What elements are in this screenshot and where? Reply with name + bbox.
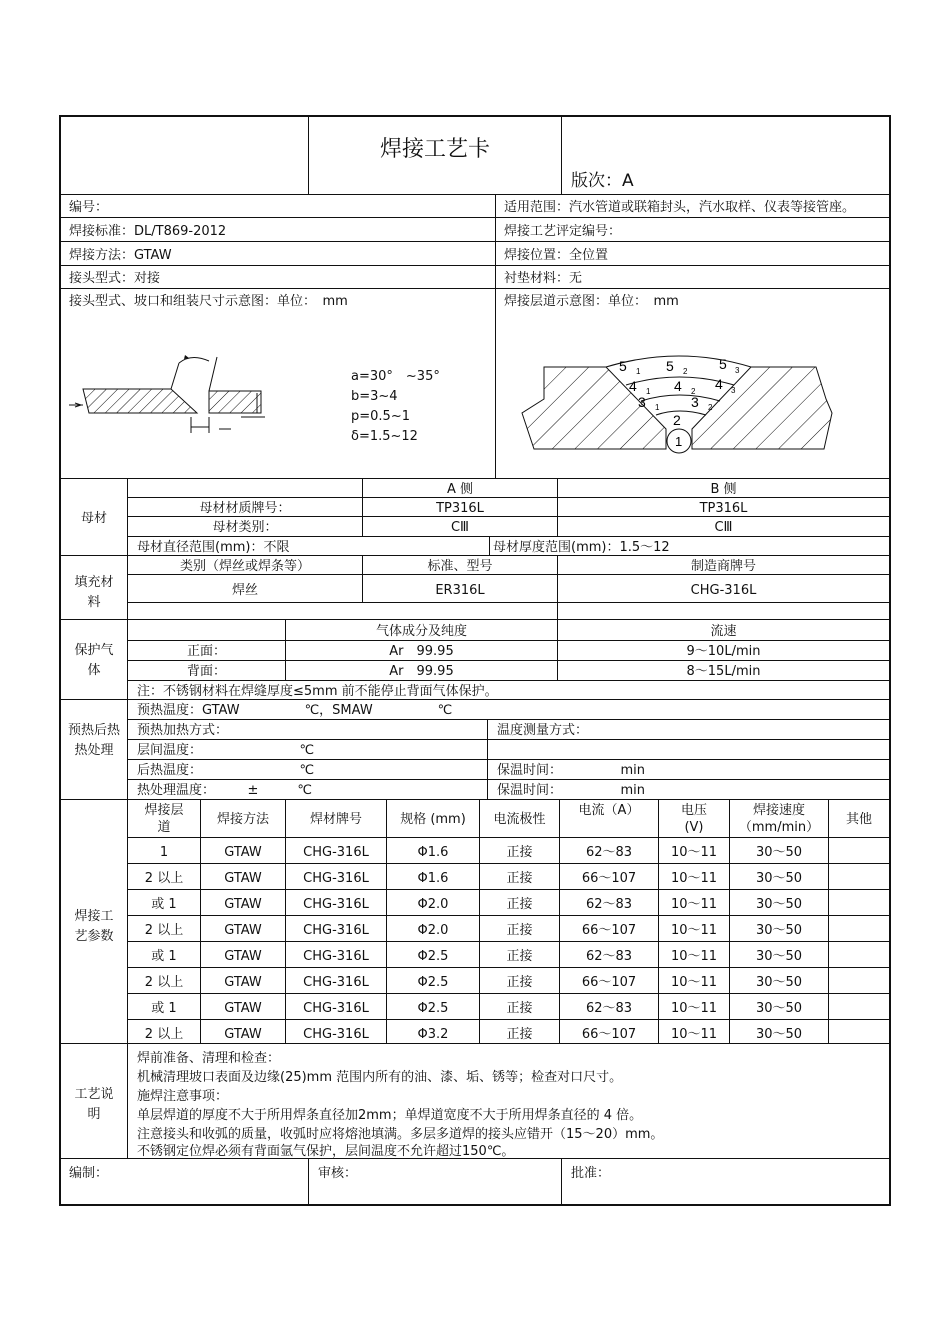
- param-cell: GTAW: [224, 975, 262, 990]
- param-cell: Φ2.0: [417, 897, 449, 912]
- joint-diagram-caption: 接头型式、坡口和组装尺寸示意图：单位： mm: [69, 294, 348, 309]
- param-cell: CHG-316L: [303, 1027, 369, 1042]
- section-base-metal: 母材: [80, 511, 107, 526]
- param-cell: 正接: [506, 871, 533, 886]
- param-cell: 10～11: [670, 871, 718, 886]
- divider: [308, 1158, 309, 1204]
- col-header-speed: 焊接速度（mm/min）: [738, 803, 820, 835]
- preheat-temperature: 预热温度：GTAW ℃，SMAW ℃: [137, 703, 453, 718]
- col-header-layer: 焊接层道: [144, 803, 184, 835]
- param-cell: 正接: [506, 1001, 533, 1016]
- base-class-a: CⅢ: [450, 520, 470, 535]
- divider: [127, 941, 889, 942]
- param-cell: GTAW: [224, 845, 262, 860]
- divider: [127, 759, 889, 760]
- param-cell: 66～107: [581, 1027, 637, 1042]
- param-cell: 2 以上: [144, 871, 184, 886]
- approved-by: 批准：: [571, 1166, 611, 1181]
- divider: [127, 640, 889, 641]
- gas-note: 注：不锈钢材料在焊缝厚度≤5mm 前不能停止背面气体保护。: [137, 684, 498, 699]
- param-cell: 30～50: [755, 923, 803, 938]
- section-filler: 填充材料: [74, 575, 114, 610]
- divider: [489, 536, 490, 555]
- divider: [61, 217, 889, 218]
- section-shielding-gas: 保护气体: [74, 643, 114, 678]
- reviewed-by: 审核：: [318, 1166, 358, 1181]
- divider: [127, 660, 889, 661]
- serial-number: 编号：: [69, 200, 109, 215]
- base-class-b: CⅢ: [714, 520, 733, 535]
- divider: [561, 1158, 562, 1204]
- note-line: 焊前准备、清理和检查：: [137, 1051, 281, 1066]
- param-cell: 10～11: [670, 975, 718, 990]
- interpass-temperature: 层间温度： ℃: [137, 743, 315, 758]
- weld-layer-label: 5: [666, 358, 674, 374]
- divider: [61, 265, 889, 266]
- divider: [127, 863, 889, 864]
- prepared-by: 编制：: [69, 1166, 109, 1181]
- filler-standard-header: 标准、型号: [427, 559, 493, 574]
- param-cell: CHG-316L: [303, 871, 369, 886]
- gas-front-label: 正面：: [186, 644, 226, 659]
- param-cell: 正接: [506, 949, 533, 964]
- scope: 适用范围：汽水管道或联箱封头，汽水取样、仪表等接管座。: [504, 200, 856, 215]
- col-header-polarity: 电流极性: [493, 812, 546, 827]
- param-cell: Φ1.6: [417, 871, 449, 886]
- filler-brand-header: 制造商牌号: [690, 559, 756, 574]
- base-grade-b: TP316L: [699, 501, 748, 516]
- welding-procedure-card: [59, 115, 891, 1206]
- divider: [61, 241, 889, 242]
- version-label: 版次：A: [571, 171, 634, 191]
- param-cell: 62～83: [585, 949, 633, 964]
- card-title: 焊接工艺卡: [379, 137, 490, 162]
- col-header-brand: 焊材牌号: [309, 812, 362, 827]
- param-cell: 66～107: [581, 923, 637, 938]
- divider: [561, 117, 562, 194]
- weld-layer-label: 5: [719, 356, 727, 372]
- gas-flow-header: 流速: [710, 624, 737, 639]
- weld-layer-label: 3: [638, 394, 646, 410]
- gas-back-label: 背面：: [186, 664, 226, 679]
- param-cell: 10～11: [670, 923, 718, 938]
- backing-material: 衬垫材料：无: [504, 271, 583, 286]
- divider: [61, 1043, 889, 1044]
- divider: [61, 194, 889, 195]
- welding-position: 焊接位置：全位置: [504, 248, 609, 263]
- postheat-hold-time: 保温时间： min: [497, 763, 646, 778]
- weld-layer-label: 4: [629, 378, 637, 394]
- divider: [495, 194, 496, 478]
- filler-standard: ER316L: [435, 583, 485, 598]
- param-cell: 正接: [506, 923, 533, 938]
- divider: [127, 1043, 128, 1158]
- divider: [61, 478, 889, 479]
- param-cell: 正接: [506, 845, 533, 860]
- section-process-notes: 工艺说明: [74, 1087, 114, 1122]
- weld-layer-label: 4: [674, 378, 682, 394]
- divider: [61, 699, 889, 700]
- param-cell: 66～107: [581, 871, 637, 886]
- param-cell: 30～50: [755, 1001, 803, 1016]
- divider: [127, 889, 889, 890]
- note-line: 施焊注意事项：: [137, 1089, 229, 1104]
- param-cell: 10～11: [670, 1027, 718, 1042]
- col-header-voltage: 电压(V): [680, 803, 707, 835]
- weld-pass-number: 1: [636, 367, 641, 376]
- divider: [127, 779, 889, 780]
- param-cell: 或 1: [151, 897, 177, 912]
- temperature-measurement: 温度测量方式：: [497, 723, 589, 738]
- weld-pass-number: 3: [735, 366, 740, 375]
- param-cell: 30～50: [755, 1027, 803, 1042]
- section-welding-parameters: 焊接工艺参数: [74, 909, 114, 944]
- divider: [127, 536, 889, 537]
- col-header-other: 其他: [845, 812, 872, 827]
- postheat-temperature: 后热温度： ℃: [137, 763, 315, 778]
- divider: [127, 993, 889, 994]
- joint-param-angle: a=30° ~35°: [351, 369, 440, 384]
- divider: [61, 1158, 889, 1159]
- param-cell: Φ2.5: [417, 949, 449, 964]
- param-cell: 30～50: [755, 975, 803, 990]
- joint-groove-diagram: [69, 347, 269, 442]
- param-cell: CHG-316L: [303, 975, 369, 990]
- param-cell: CHG-316L: [303, 923, 369, 938]
- param-cell: 10～11: [670, 845, 718, 860]
- base-grade-a: TP316L: [436, 501, 484, 516]
- divider: [61, 799, 889, 800]
- divider: [127, 837, 889, 838]
- pwht-hold-time: 保温时间： min: [497, 783, 646, 798]
- gas-back-composition: Ar 99.95: [389, 664, 454, 679]
- param-cell: GTAW: [224, 897, 262, 912]
- param-cell: 66～107: [581, 975, 637, 990]
- welding-method: 焊接方法：GTAW: [69, 248, 172, 263]
- side-a-header: A 侧: [446, 482, 474, 497]
- joint-type: 接头型式：对接: [69, 271, 161, 286]
- weld-layer-label: 3: [691, 394, 699, 410]
- param-cell: 30～50: [755, 897, 803, 912]
- divider: [127, 719, 889, 720]
- joint-param-gap: b=3~4: [351, 389, 398, 404]
- joint-param-thickness: δ=1.5~12: [351, 429, 418, 444]
- section-heat-treatment: 预热后热热处理: [67, 723, 120, 758]
- param-cell: 30～50: [755, 871, 803, 886]
- divider: [61, 555, 889, 556]
- divider: [828, 799, 829, 1043]
- param-cell: 62～83: [585, 897, 633, 912]
- param-cell: 正接: [506, 975, 533, 990]
- param-cell: 2 以上: [144, 923, 184, 938]
- param-cell: 正接: [506, 897, 533, 912]
- gas-composition-header: 气体成分及纯度: [375, 624, 467, 639]
- param-cell: GTAW: [224, 1027, 262, 1042]
- param-cell: GTAW: [224, 871, 262, 886]
- param-cell: 正接: [506, 1027, 533, 1042]
- weld-pass-number: 2: [691, 387, 696, 396]
- divider: [127, 739, 889, 740]
- weld-layer-label: 2: [673, 412, 681, 428]
- param-cell: 10～11: [670, 949, 718, 964]
- weld-layer-diagram: [516, 349, 836, 461]
- filler-category-header: 类别（焊丝或焊条等）: [179, 559, 310, 574]
- param-cell: CHG-316L: [303, 845, 369, 860]
- divider: [487, 719, 488, 799]
- weld-layer-label: 1: [675, 434, 683, 449]
- filler-category: 焊丝: [231, 583, 258, 598]
- weld-pass-number: 3: [731, 386, 736, 395]
- param-cell: Φ3.2: [417, 1027, 449, 1042]
- param-cell: CHG-316L: [303, 949, 369, 964]
- note-line: 单层焊道的厚度不大于所用焊条直径加2mm；单焊道宽度不大于所用焊条直径的 4 倍。: [137, 1108, 643, 1123]
- param-cell: 或 1: [151, 1001, 177, 1016]
- param-cell: GTAW: [224, 1001, 262, 1016]
- preheat-method: 预热加热方式：: [137, 723, 229, 738]
- base-thickness-range: 母材厚度范围(mm)：1.5～12: [493, 540, 670, 555]
- divider: [127, 915, 889, 916]
- welding-standard: 焊接标准：DL/T869-2012: [69, 224, 227, 239]
- col-header-current: 电流（A）: [578, 803, 640, 818]
- param-cell: 10～11: [670, 1001, 718, 1016]
- col-header-method: 焊接方法: [216, 812, 269, 827]
- pwht-temperature: 热处理温度： ± ℃: [137, 783, 312, 798]
- weld-pass-number: 1: [646, 387, 651, 396]
- gas-front-composition: Ar 99.95: [389, 644, 454, 659]
- weld-layer-label: 4: [715, 376, 723, 392]
- param-cell: 1: [159, 845, 169, 860]
- base-class-label: 母材类别：: [212, 520, 278, 535]
- base-grade-label: 母材材质牌号：: [199, 501, 291, 516]
- divider: [61, 619, 889, 620]
- param-cell: 62～83: [585, 1001, 633, 1016]
- gas-front-flow: 9～10L/min: [686, 644, 761, 659]
- joint-param-root-face: p=0.5~1: [351, 409, 410, 424]
- side-b-header: B 侧: [710, 482, 737, 497]
- divider: [127, 1019, 889, 1020]
- param-cell: 62～83: [585, 845, 633, 860]
- gas-back-flow: 8～15L/min: [686, 664, 761, 679]
- filler-brand: CHG-316L: [690, 583, 757, 598]
- weld-pass-number: 1: [655, 403, 660, 412]
- param-cell: Φ2.0: [417, 923, 449, 938]
- param-cell: CHG-316L: [303, 897, 369, 912]
- divider: [127, 967, 889, 968]
- divider: [61, 288, 889, 289]
- pqr-number: 焊接工艺评定编号：: [504, 224, 622, 239]
- weld-layer-label: 5: [619, 358, 627, 374]
- param-cell: 2 以上: [144, 1027, 184, 1042]
- divider: [127, 602, 889, 603]
- note-line: 机械清理坡口表面及边缘(25)mm 范围内所有的油、漆、垢、锈等；检查对口尺寸。: [137, 1070, 623, 1085]
- weld-pass-number: 2: [708, 403, 713, 412]
- param-cell: Φ1.6: [417, 845, 449, 860]
- param-cell: GTAW: [224, 923, 262, 938]
- param-cell: Φ2.5: [417, 1001, 449, 1016]
- divider: [127, 680, 889, 681]
- layer-diagram-caption: 焊接层道示意图：单位： mm: [504, 294, 679, 309]
- col-header-spec: 规格 (mm): [400, 812, 466, 827]
- param-cell: CHG-316L: [303, 1001, 369, 1016]
- weld-pass-number: 2: [683, 367, 688, 376]
- param-cell: 10～11: [670, 897, 718, 912]
- param-cell: 30～50: [755, 949, 803, 964]
- param-cell: Φ2.5: [417, 975, 449, 990]
- note-line: 不锈钢定位焊必须有背面氩气保护，层间温度不允许超过150℃。: [137, 1144, 515, 1159]
- param-cell: 30～50: [755, 845, 803, 860]
- param-cell: GTAW: [224, 949, 262, 964]
- param-cell: 或 1: [151, 949, 177, 964]
- base-diameter-range: 母材直径范围(mm)：不限: [137, 540, 290, 555]
- note-line: 注意接头和收弧的质量，收弧时应将熔池填满。多层多道焊的接头应错开（15～20）mm。: [137, 1127, 664, 1142]
- param-cell: 2 以上: [144, 975, 184, 990]
